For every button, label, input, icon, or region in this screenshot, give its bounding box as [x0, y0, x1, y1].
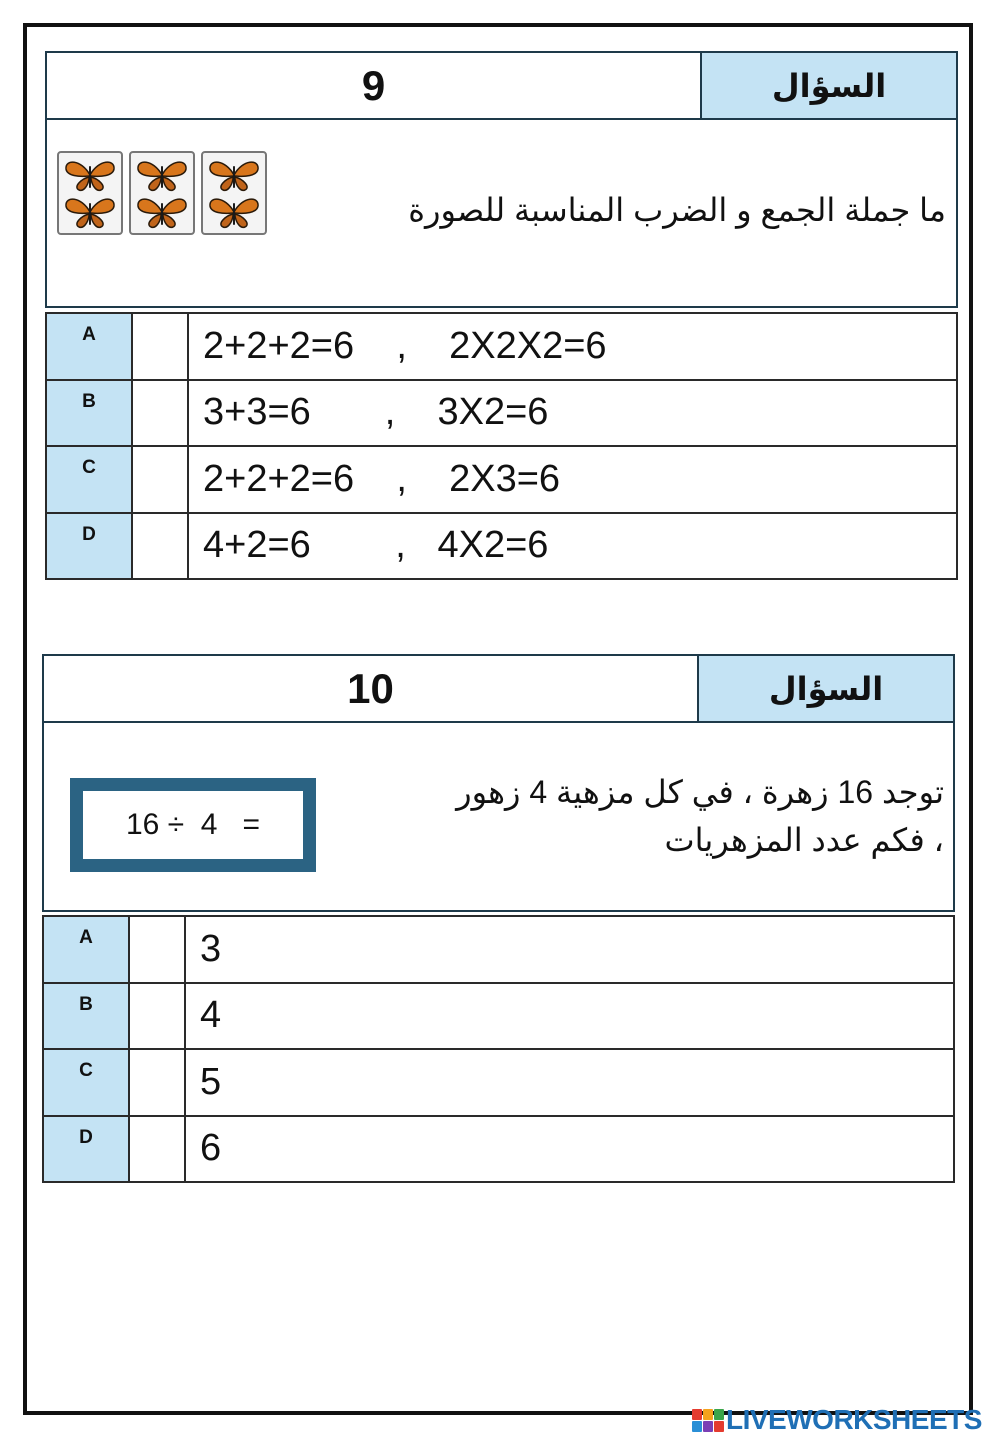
answer-text[interactable]: 6: [185, 1116, 954, 1183]
answer-row-d[interactable]: [46, 513, 957, 580]
answer-letter: C: [46, 446, 132, 513]
question-10-header: [42, 654, 955, 723]
answer-row-a[interactable]: [46, 313, 957, 380]
division-expression: 16 ÷ 4 =: [125, 808, 261, 841]
butterfly-card: [201, 151, 267, 235]
butterfly-icon: [61, 157, 119, 193]
division-box: [70, 778, 316, 872]
answer-checkbox[interactable]: [132, 446, 188, 513]
question-10-text-line1: توجد 16 زهرة ، في كل مزهية 4 زهور: [456, 774, 944, 810]
answer-text[interactable]: 5: [185, 1049, 954, 1116]
answer-row-c[interactable]: [46, 446, 957, 513]
butterfly-icon: [61, 194, 119, 230]
answer-letter: B: [46, 380, 132, 447]
answer-checkbox[interactable]: [129, 1049, 185, 1116]
butterfly-picture: [57, 151, 267, 235]
question-9-number: 9: [47, 53, 702, 118]
answer-row-c[interactable]: [43, 1049, 954, 1116]
answer-text[interactable]: 3+3=6 , 3X2=6: [188, 380, 957, 447]
answer-row-b[interactable]: [43, 983, 954, 1050]
answer-row-d[interactable]: [43, 1116, 954, 1183]
answer-checkbox[interactable]: [132, 380, 188, 447]
answer-row-b[interactable]: [46, 380, 957, 447]
question-9-label: السؤال: [702, 53, 956, 118]
question-10-number: 10: [44, 656, 699, 721]
question-10-text-line2: ، فكم عدد المزهريات: [664, 822, 944, 858]
liveworksheets-logo[interactable]: [692, 1404, 982, 1436]
answer-letter: D: [43, 1116, 129, 1183]
question-10-label: السؤال: [699, 656, 953, 721]
question-9-text: ما جملة الجمع و الضرب المناسبة للصورة: [408, 192, 946, 228]
butterfly-icon: [133, 194, 191, 230]
answer-text[interactable]: 2+2+2=6 , 2X3=6: [188, 446, 957, 513]
answer-letter: C: [43, 1049, 129, 1116]
answer-checkbox[interactable]: [132, 513, 188, 580]
answer-row-a[interactable]: [43, 916, 954, 983]
butterfly-card: [129, 151, 195, 235]
butterfly-icon: [205, 157, 263, 193]
logo-text: LIVEWORKSHEETS: [726, 1404, 982, 1435]
answer-text[interactable]: 2+2+2=6 , 2X2X2=6: [188, 313, 957, 380]
answer-text[interactable]: 4+2=6 , 4X2=6: [188, 513, 957, 580]
answer-text[interactable]: 4: [185, 983, 954, 1050]
answer-checkbox[interactable]: [129, 1116, 185, 1183]
answer-text[interactable]: 3: [185, 916, 954, 983]
butterfly-icon: [205, 194, 263, 230]
answer-letter: A: [46, 313, 132, 380]
butterfly-icon: [133, 157, 191, 193]
answer-checkbox[interactable]: [129, 983, 185, 1050]
question-9-answers: [45, 312, 958, 580]
liveworksheets-logo-icon: [692, 1409, 724, 1432]
question-10-answers: [42, 915, 955, 1183]
answer-letter: B: [43, 983, 129, 1050]
answer-letter: A: [43, 916, 129, 983]
answer-checkbox[interactable]: [132, 313, 188, 380]
answer-letter: D: [46, 513, 132, 580]
butterfly-card: [57, 151, 123, 235]
answer-checkbox[interactable]: [129, 916, 185, 983]
question-9-header: [45, 51, 958, 120]
